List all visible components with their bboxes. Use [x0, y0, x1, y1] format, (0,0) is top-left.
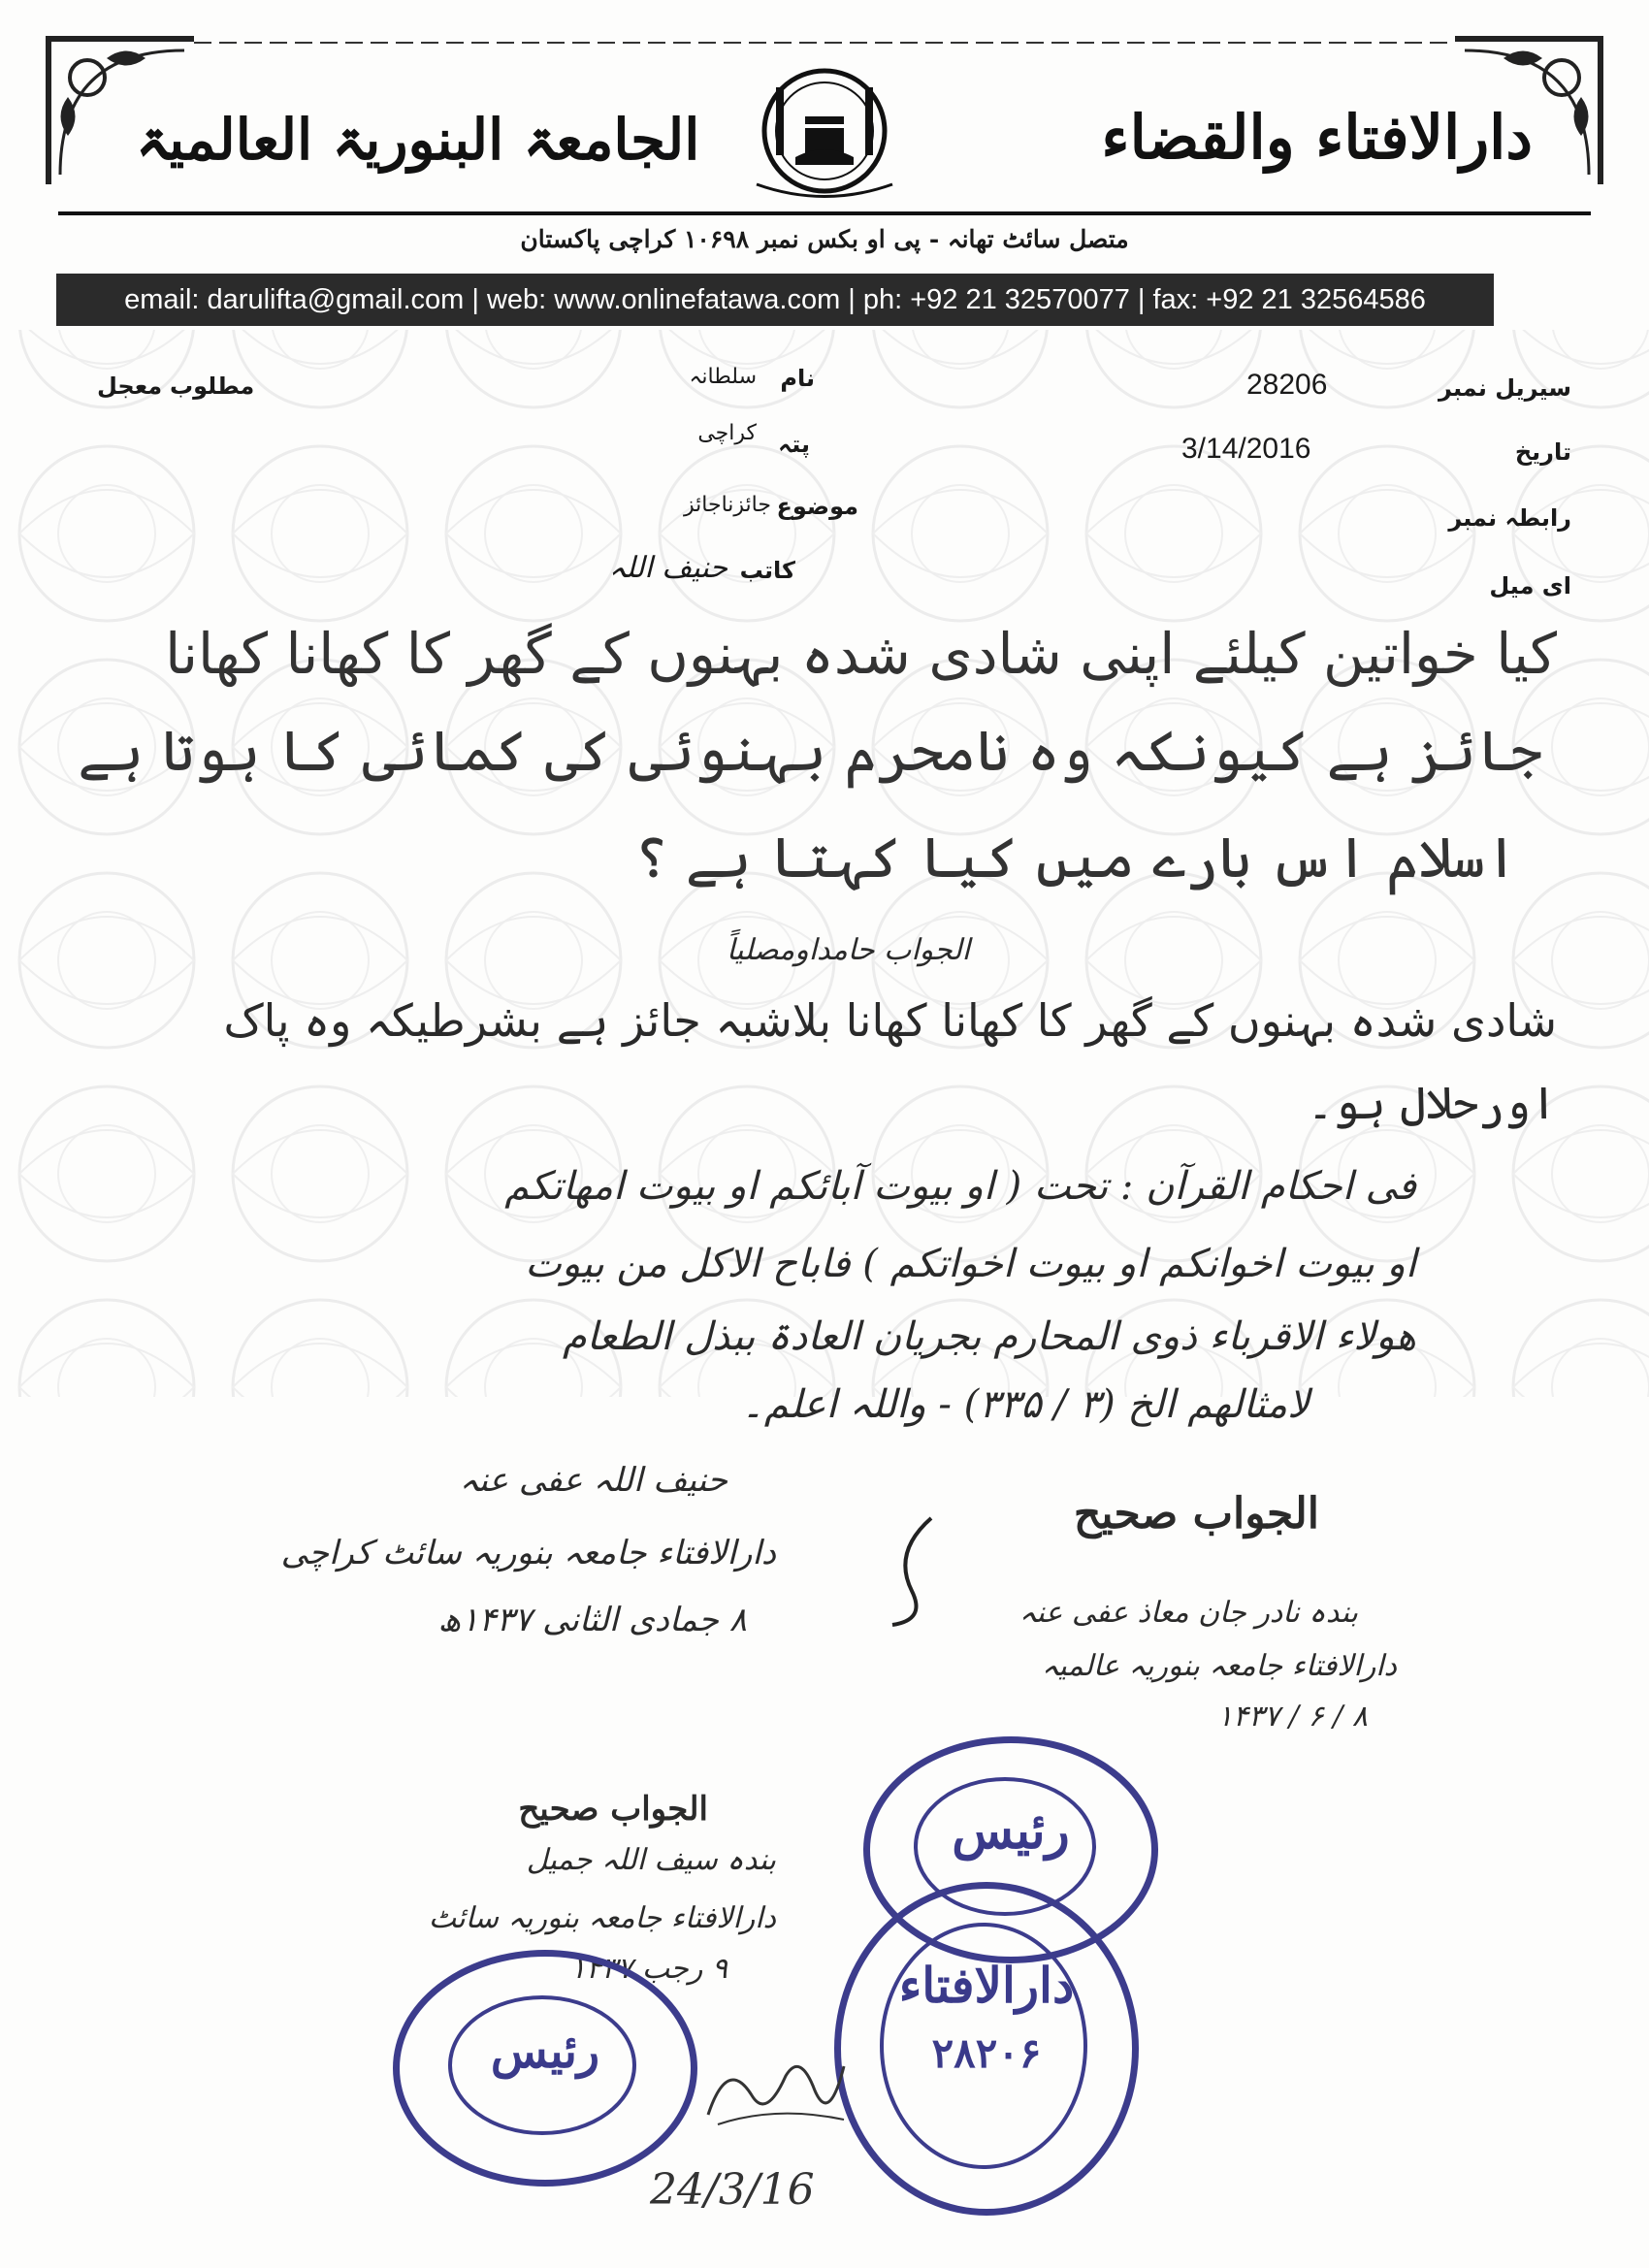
serial-label: سیریل نمبر — [1439, 374, 1571, 402]
required-label: مطلوب — [170, 373, 255, 400]
header-title-arabic: الجامعۃ البنوریۃ العالمیۃ — [136, 107, 700, 173]
signoff-writer: حنیف اللہ عفی عنہ — [459, 1461, 728, 1500]
header-rule — [58, 208, 1591, 219]
date-value: 3/14/2016 — [1181, 433, 1311, 465]
verifier-right-flourish-icon — [873, 1513, 951, 1630]
answer-heading: الجواب حامداومصلیاً — [727, 933, 970, 967]
contact-number-label: رابطہ نمبر — [1448, 504, 1571, 532]
reference-line-3: ھولاء الاقرباء ذوی المحارم بجریان العادۃ ببذل الطعام — [563, 1314, 1416, 1359]
verifier-right-heading: الجواب صحیح — [1073, 1489, 1319, 1539]
answer-line-2: اورحلال ہو۔ — [1307, 1077, 1557, 1129]
contact-bar: email: darulifta@gmail.com | web: www.onlinefatawa.com | ph: +92 21 32570077 | fax: +92 21 32564586 — [56, 274, 1494, 326]
verifier-left-heading: الجواب صحیح — [518, 1790, 708, 1829]
required-value: معجل — [97, 373, 163, 400]
signoff-institution: دارالافتاء جامعہ بنوریہ سائٹ کراچی — [280, 1534, 776, 1572]
address-value: کراچی — [697, 421, 757, 445]
address-line: متصل سائٹ تھانہ - پی او بکس نمبر ۱۰۶۹۸ کراچی پاکستان — [520, 225, 1129, 253]
serial-value: 28206 — [1246, 369, 1328, 401]
reference-line-2: او بیوت اخوانکم او بیوت اخواتکم ) فاباح الاکل من بیوت — [525, 1242, 1416, 1286]
handwritten-date: 24/3/16 — [650, 2165, 815, 2215]
question-line-3: اسلام اس بارے میں کیا کہتا ہے ؟ — [634, 825, 1518, 891]
stamp-top-right-text: رئیس — [952, 1801, 1070, 1861]
stamp-bottom-right-number: ۲۸۲۰۶ — [931, 2029, 1042, 2077]
stamp-bottom-left — [393, 1950, 697, 2187]
verifier-right-line-1: بندہ نادر جان معاذ عفی عنہ — [1018, 1596, 1358, 1630]
verifier-right-line-3: ۸ / ۶ / ۱۴۳۷ — [1216, 1700, 1368, 1733]
writer-label: کاتب — [739, 557, 795, 584]
signoff-hijri-date: ۸ جمادی الثانی ۱۴۳۷ھ — [437, 1601, 747, 1639]
verifier-left-line-1: بندہ سیف اللہ جمیل — [526, 1843, 776, 1877]
answer-line-1: شادی شدہ بہنوں کے گھر کا کھانا کھانا بلاشبہ جائز ہے بشرطیکہ وہ پاک — [223, 994, 1557, 1047]
reference-line-1: فی احکام القرآن : تحت ( او بیوت آبائکم او بیوت امھاتکم — [504, 1164, 1416, 1209]
name-label: نام — [780, 365, 815, 392]
subject-value: جائزناجائز — [684, 493, 771, 517]
verifier-left-line-3: ۹ رجب ۱۴۳۷ — [569, 1952, 728, 1986]
verifier-left-line-2: دارالافتاء جامعہ بنوریہ سائٹ — [428, 1901, 776, 1935]
stamp-bottom-left-text: رئیس — [490, 2025, 600, 2079]
stamp-bottom-right-title: دارالافتاء — [898, 1957, 1075, 2014]
verifier-right-line-2: دارالافتاء جامعہ بنوریہ عالمیہ — [1041, 1649, 1397, 1683]
name-value: سلطانہ — [689, 365, 757, 389]
subject-label: موضوع — [776, 493, 858, 520]
email-label: ای میل — [1489, 572, 1571, 599]
institution-emblem-icon — [737, 49, 912, 204]
date-label: تاریخ — [1514, 438, 1571, 466]
stamp-bottom-right — [834, 1882, 1139, 2216]
signature-scribble-icon — [698, 2047, 854, 2134]
address-label: پتہ — [778, 431, 810, 458]
question-line-1: کیا خواتین کیلئے اپنی شادی شدہ بہنوں کے گھر کا کھانا کھانا — [165, 621, 1557, 687]
header-title-urdu: دارالافتاء والقضاء — [1101, 102, 1533, 173]
question-line-2: جائز ہے کیونکہ وہ نامحرم بہنوئی کی کمائی کا ہوتا ہے — [78, 718, 1542, 784]
reference-line-4: لامثالھم الخ (۳ / ۳۳۵) - واللہ اعلم۔ — [741, 1382, 1310, 1427]
writer-value: حنیف اللہ — [608, 551, 728, 585]
